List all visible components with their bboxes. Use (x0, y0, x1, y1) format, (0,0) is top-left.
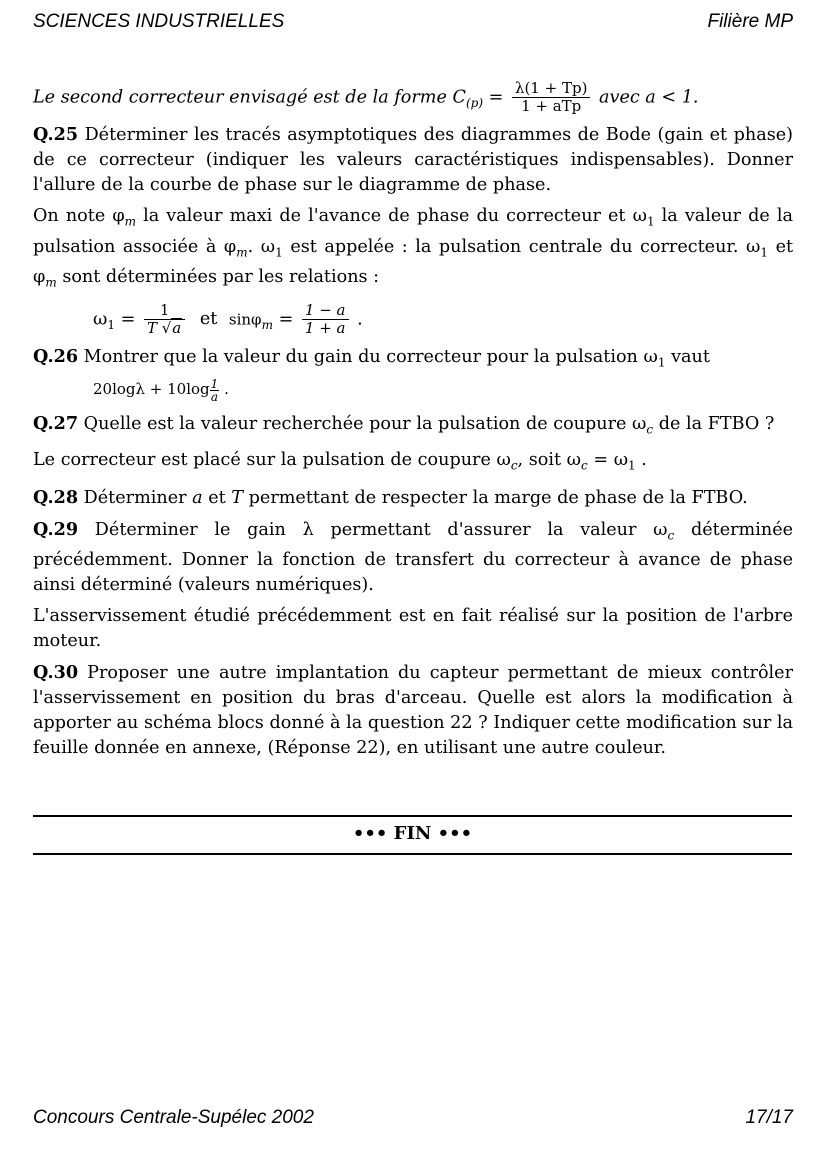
placement-omega-c: ω (613, 450, 629, 471)
q28-label: Q.28 (33, 486, 79, 508)
q27-text: Quelle est la valeur recherchée pour la pulsation de coupure (83, 413, 627, 434)
definition-paragraph (33, 204, 793, 296)
phi-sub: m (45, 275, 57, 290)
placement-end: . (641, 450, 647, 471)
end-marker: ••• FIN ••• (352, 823, 473, 844)
q26-text: Montrer que la valeur du gain du correcteur pour la pulsation (83, 346, 638, 367)
phi-m-1 (112, 206, 137, 229)
sinphi-fraction (302, 302, 349, 337)
onnote-t3: la valeur de la pulsation associée à (33, 206, 793, 257)
header-subject: SCIENCES INDUSTRIELLES (33, 11, 285, 32)
placement-sub-c-a: c (510, 458, 518, 473)
placement-sub-c-b: c (581, 458, 588, 473)
omega-1-a (632, 206, 655, 229)
gain-frac-den: a (210, 389, 219, 404)
placement-omega-b: ω (566, 450, 582, 471)
omega-symbol: ω (260, 236, 276, 257)
phi-m-3 (33, 267, 57, 290)
sinphi-denominator: 1 + a (304, 318, 346, 337)
omega-symbol: ω (746, 236, 761, 257)
omega1-denominator: T √a (146, 318, 182, 337)
q26-vaut: vaut (671, 346, 710, 367)
q29-label: Q.29 (33, 518, 79, 540)
den-sqrt-a: a (172, 318, 182, 337)
relations-formula (93, 302, 793, 338)
gain-fraction (210, 378, 220, 403)
omega-sub: 1 (760, 245, 769, 260)
q26-omega-sub: 1 (657, 355, 666, 370)
intro-c-symbol: C (452, 87, 466, 108)
q29-lambda: λ (302, 519, 314, 540)
page-content (33, 80, 793, 767)
gain-formula (93, 377, 793, 403)
gain-frac-num: 1 (210, 376, 219, 391)
phi-symbol: φ (33, 267, 46, 288)
onnote-t6: et (775, 236, 794, 257)
rel-et: et (199, 309, 218, 330)
onnote-t4: . (247, 236, 254, 257)
omega-symbol: ω (632, 206, 647, 227)
phi-sub: m (236, 245, 248, 260)
q30-text: Proposer une autre implantation du capteur permettant de mieux contrôler l'asservissement en position du bras d'arceau. Quelle est alors la modification à apporter au schéma blocs donné à la question 22 ? Indiquer cette modification sur la feuille donnée en annexe, (Réponse 22), en utilisant une autre couleur. (33, 663, 794, 759)
q29-t3: déterminée précédemment. Donner la fonction de transfert du correcteur à avance de phase ainsi déterminé (valeurs numériques). (33, 519, 794, 596)
q29-t1: Déterminer le gain (94, 519, 286, 540)
q28-a: a (192, 487, 203, 508)
header-track: Filière MP (707, 11, 793, 32)
placement-paragraph (33, 448, 793, 479)
q28-t3: permettant de respecter la marge de phase de la FTBO. (248, 487, 748, 508)
q28-t2: et (208, 487, 226, 508)
question-28 (33, 485, 793, 511)
placement-mid: , soit (517, 450, 562, 471)
intro-eq: = (488, 87, 504, 108)
omega-sub: 1 (275, 245, 283, 260)
placement-text: Le correcteur est placé sur la pulsation de coupure (33, 450, 491, 471)
question-25 (33, 122, 793, 198)
phi-symbol: φ (223, 236, 237, 257)
onnote-t2: la valeur maxi de l'avance de phase du correcteur et (143, 206, 626, 227)
placement-eq: = (593, 450, 609, 471)
omega1-numerator: 1 (144, 302, 185, 320)
phi-m-2 (223, 236, 248, 260)
rel-end: . (357, 309, 363, 330)
rel-sin-sub: m (261, 317, 273, 332)
bottom-rule (33, 853, 792, 855)
question-30 (33, 660, 793, 761)
q28-t1: Déterminer (83, 487, 187, 508)
footer-exam: Concours Centrale-Supélec 2002 (33, 1107, 314, 1128)
q27-omega-sub: c (646, 422, 654, 437)
placement-omega-a: ω (496, 450, 511, 471)
q29-omega: ω (653, 519, 668, 540)
q30-label: Q.30 (33, 662, 79, 684)
corrector-denominator: 1 + aTp (521, 97, 582, 115)
phi-symbol: φ (112, 206, 125, 227)
asserv-paragraph: L'asservissement étudié précédemment est en fait réalisé sur la position de l'arbre moteur. (33, 606, 793, 652)
onnote-t5: est appelée : la pulsation centrale du correcteur. (290, 236, 739, 257)
footer-page-number: 17/17 (745, 1107, 793, 1128)
q25-label: Q.25 (33, 124, 79, 146)
intro-paragraph (33, 80, 793, 116)
omega-sub: 1 (646, 214, 655, 229)
sinphi-numerator: 1 − a (302, 302, 349, 320)
gain-expr: 20logλ + 10log (93, 380, 210, 399)
q27-omega: ω (632, 413, 647, 434)
phi-sub: m (124, 214, 137, 229)
q28-T: T (231, 487, 244, 508)
q29-omega-sub: c (667, 528, 675, 543)
question-29 (33, 517, 793, 599)
corrector-numerator: λ(1 + Tp) (512, 80, 590, 98)
q29-t2: permettant d'assurer la valeur (330, 519, 637, 540)
omega-1-b (260, 236, 283, 260)
onnote-t1: On note (33, 206, 106, 227)
placement-sub-1: 1 (628, 458, 636, 473)
intro-condition: avec a < 1. (599, 87, 699, 108)
question-27 (33, 411, 793, 443)
intro-text: Le second correcteur envisagé est de la forme (33, 87, 447, 108)
rel-omega: ω (93, 309, 108, 330)
q27-label: Q.27 (33, 412, 79, 434)
q26-label: Q.26 (33, 345, 79, 367)
onnote-t7: sont déterminées par les relations : (62, 267, 380, 288)
rel-sin: sinφ (228, 310, 262, 329)
q27-end: de la FTBO ? (658, 413, 775, 434)
rel-omega-sub: 1 (107, 317, 115, 332)
rel-eq1: = (120, 309, 136, 330)
rel-eq2: = (278, 309, 294, 330)
omega1-fraction (144, 302, 185, 337)
top-rule (33, 815, 792, 817)
q26-omega: ω (643, 346, 658, 367)
omega-1-c (746, 236, 769, 260)
q25-text: Déterminer les tracés asymptotiques des diagrammes de Bode (gain et phase) de ce correcteur (indiquer les valeurs caractéristiques indispensables). Donner l'allure de la courbe de phase sur le diagramme de phase. (33, 125, 794, 196)
den-T: T (146, 318, 157, 337)
intro-c-sub: (p) (465, 96, 484, 111)
question-26 (33, 344, 793, 376)
gain-end: . (224, 380, 229, 399)
corrector-fraction (512, 80, 590, 115)
